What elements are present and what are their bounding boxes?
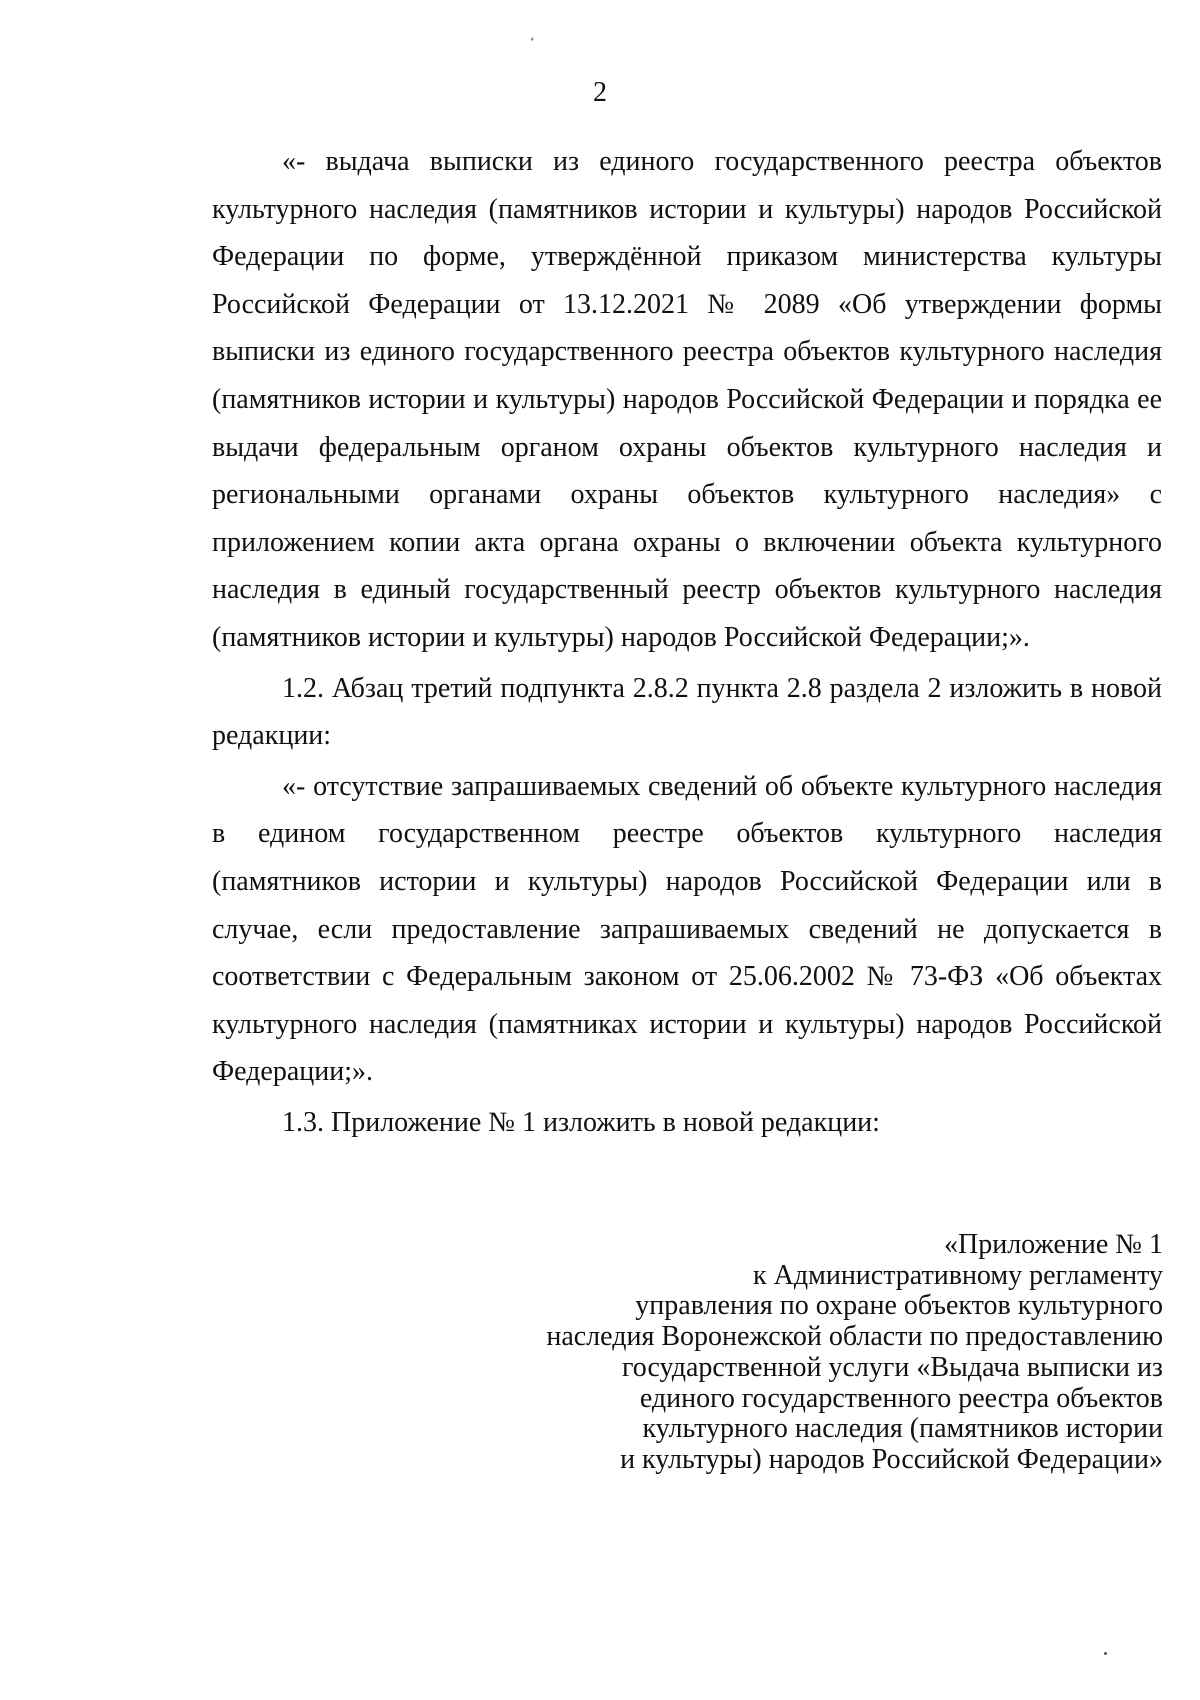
scan-artifact-dot bbox=[1104, 1652, 1107, 1655]
appendix-header-line: «Приложение № 1 bbox=[944, 1229, 1163, 1260]
paragraph-refusal-grounds: «- отсутствие запрашиваемых сведений об объекте культурного наследия в едином государственном реестре объектов культурного наследия (памятников истории и культуры) народов Российской Федерации или в случае, если предоставление запрашиваемых сведений не допускается в соответствии с Федеральным законом от 25.06.2002 № 73-ФЗ «Об объектах культурного наследия (памятниках истории и культуры) народов Российской Федерации;». bbox=[212, 770, 1162, 1088]
appendix-header-line: культурного наследия (памятников истории bbox=[642, 1413, 1163, 1445]
paragraph-item-1-2: 1.2. Абзац третий подпункта 2.8.2 пункта 2.8 раздела 2 изложить в новой редакции: bbox=[212, 672, 1162, 752]
paragraph-item-1-3: 1.3. Приложение № 1 изложить в новой редакции: bbox=[282, 1106, 880, 1138]
appendix-header-line: управления по охране объектов культурного bbox=[635, 1290, 1163, 1322]
document-body bbox=[212, 138, 1162, 1146]
appendix-header-line: наследия Воронежской области по предоставлению bbox=[546, 1321, 1163, 1353]
appendix-header-line: к Административному регламенту bbox=[753, 1259, 1163, 1291]
appendix-header-line: и культуры) народов Российской Федерации» bbox=[620, 1443, 1163, 1475]
appendix-header-line: единого государственного реестра объектов bbox=[639, 1382, 1163, 1414]
paragraph-register-extract: «- выдача выписки из единого государственного реестра объектов культурного наследия (памятников истории и культуры) народов Российской Федерации по форме, утверждённой приказом министерства культуры Российской Федерации от 13.12.2021 № 2089 «Об утверждении формы выписки из единого государственного реестра объектов культурного наследия (памятников истории и культуры) народов Российской Федерации и порядка ее выдачи федеральным органом охраны объектов культурного наследия и региональными органами охраны объектов культурного наследия» с приложением копии акта органа охраны о включении объекта культурного наследия в единый государственный реестр объектов культурного наследия (памятников истории и культуры) народов Российской Федерации;». bbox=[212, 146, 1162, 653]
appendix-header-line: государственной услуги «Выдача выписки из bbox=[621, 1351, 1163, 1383]
page-number: 2 bbox=[593, 77, 607, 108]
appendix-header bbox=[463, 1230, 1163, 1476]
scan-artifact-mark: ʻ bbox=[530, 35, 535, 50]
